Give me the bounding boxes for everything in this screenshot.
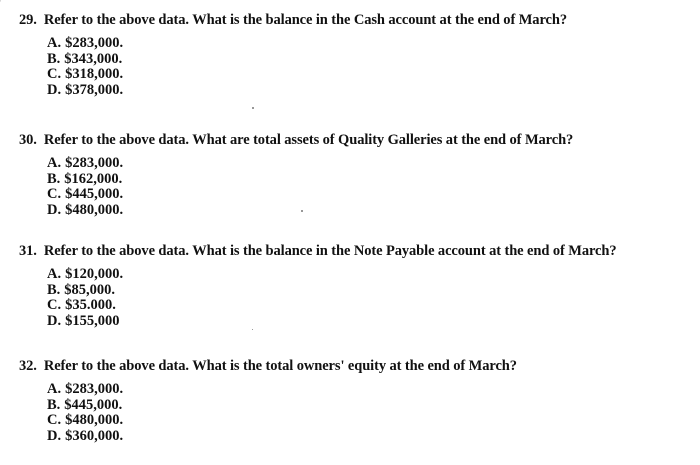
option-letter: C. — [47, 412, 62, 428]
scan-mark — [0, 0, 11, 20]
option-letter: B. — [47, 281, 61, 298]
question-text: Refer to the above data. What is the total owners' equity at the end of March? — [43, 358, 517, 374]
answer-options — [47, 382, 123, 444]
scan-speck — [301, 210, 303, 212]
option-a — [47, 267, 123, 283]
question-number: 31. — [19, 243, 37, 259]
option-b — [47, 283, 123, 299]
option-value: $120,000. — [65, 266, 124, 282]
option-value: $480,000. — [65, 412, 124, 428]
option-b — [47, 172, 123, 188]
option-a — [47, 36, 123, 52]
option-a — [47, 156, 123, 172]
scan-speck — [252, 329, 253, 330]
option-value: $155,000 — [65, 312, 120, 329]
option-letter: A. — [47, 155, 62, 171]
question-number: 29. — [19, 12, 37, 28]
option-letter: A. — [47, 35, 62, 51]
question-prompt — [19, 132, 573, 149]
question-text: Refer to the above data. What are total assets of Quality Galleries at the end of March? — [43, 132, 574, 148]
answer-options — [47, 267, 123, 329]
option-value: $360,000. — [65, 427, 124, 444]
option-c — [47, 298, 123, 314]
option-letter: D. — [47, 201, 62, 218]
question-prompt — [19, 12, 567, 29]
question-text: Refer to the above data. What is the balance in the Note Payable account at the end of March? — [43, 243, 617, 259]
option-value: $162,000. — [64, 170, 123, 187]
option-a — [47, 382, 123, 398]
question-number: 32. — [19, 358, 37, 374]
option-c — [47, 67, 123, 83]
option-c — [47, 413, 123, 429]
option-letter: D. — [47, 81, 62, 98]
option-letter: C. — [47, 66, 62, 82]
option-letter: B. — [47, 396, 61, 413]
answer-options — [47, 36, 123, 98]
option-value: $85,000. — [64, 281, 116, 298]
question-prompt — [19, 243, 617, 260]
option-c — [47, 187, 123, 203]
answer-options — [47, 156, 123, 218]
option-b — [47, 52, 123, 68]
option-d — [47, 83, 123, 99]
option-letter: C. — [47, 186, 62, 202]
option-value: $378,000. — [65, 81, 124, 98]
option-value: $35.000. — [65, 297, 116, 313]
option-value: $283,000. — [65, 35, 124, 51]
question-text: Refer to the above data. What is the balance in the Cash account at the end of March? — [43, 12, 567, 28]
option-value: $283,000. — [65, 381, 124, 397]
option-letter: B. — [47, 50, 61, 67]
option-letter: D. — [47, 312, 62, 329]
option-d — [47, 429, 123, 445]
option-value: $318,000. — [65, 66, 124, 82]
option-d — [47, 314, 123, 330]
option-value: $445,000. — [64, 396, 123, 413]
option-b — [47, 398, 123, 414]
question-number: 30. — [19, 132, 37, 148]
scan-speck — [252, 107, 254, 109]
option-value: $445,000. — [65, 186, 124, 202]
option-letter: B. — [47, 170, 61, 187]
option-letter: A. — [47, 381, 62, 397]
option-letter: A. — [47, 266, 62, 282]
question-prompt — [19, 358, 517, 375]
option-d — [47, 203, 123, 219]
option-letter: D. — [47, 427, 62, 444]
option-value: $343,000. — [64, 50, 123, 67]
option-letter: C. — [47, 297, 62, 313]
option-value: $480,000. — [65, 201, 124, 218]
option-value: $283,000. — [65, 155, 124, 171]
